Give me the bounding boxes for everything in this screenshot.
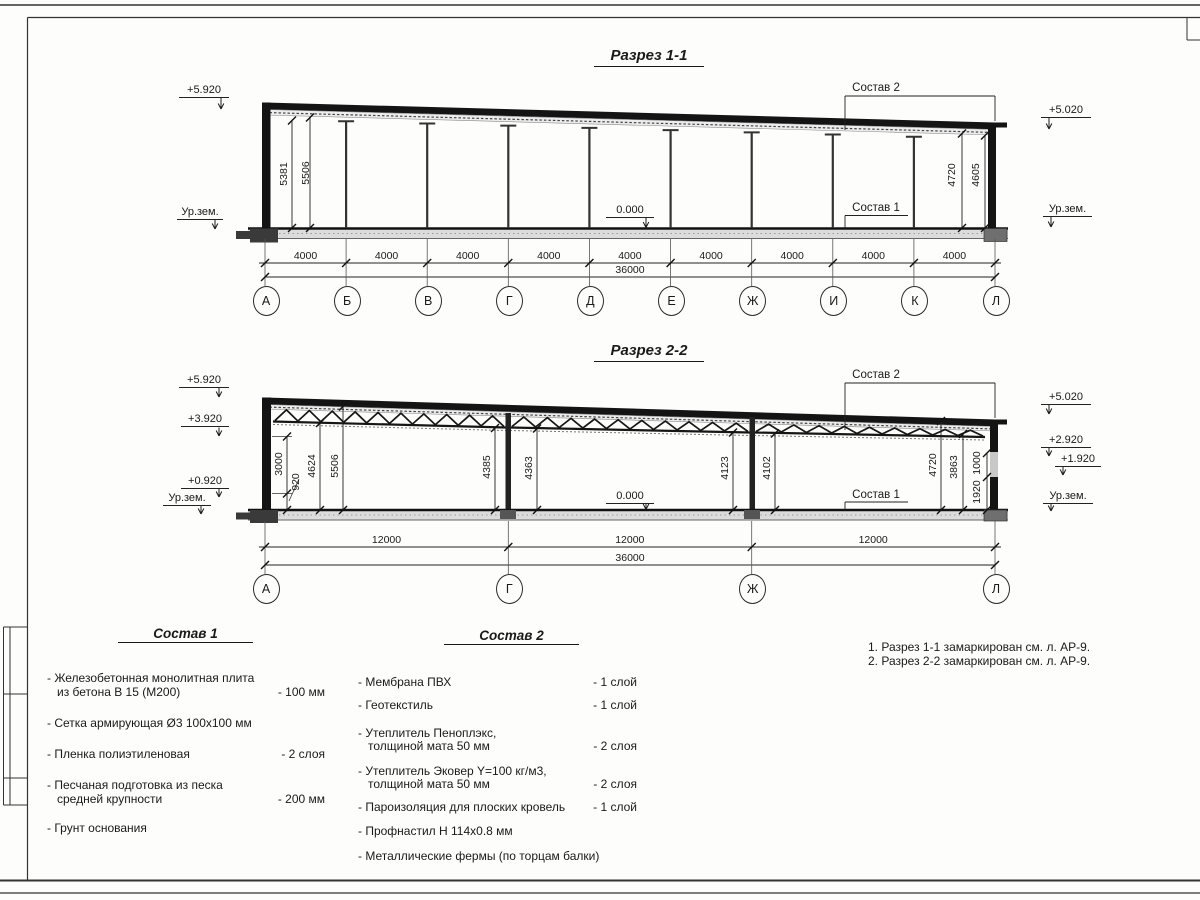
axis-bubble: Л [983, 286, 1010, 316]
dimension-label: 5506 [329, 454, 341, 478]
axis-bubble: К [901, 286, 928, 316]
dimension-label: 4720 [946, 163, 958, 187]
sostav2-callout: Состав 2 [852, 82, 900, 94]
dimension-label: 3000 [273, 452, 285, 476]
dimension-label: 5381 [278, 162, 290, 186]
elevation-mark: +1.920 [1055, 453, 1101, 467]
layer-value: - 200 мм [277, 792, 325, 806]
axis-bubble: Г [496, 286, 523, 316]
zero-level-mark: 0.000 [606, 204, 654, 218]
layer-item: - Пленка полиэтиленовая [47, 747, 190, 761]
layer-item: - Мембрана ПВХ [358, 675, 452, 689]
layer-item: - Утеплитель Эковер Y=100 кг/м3, [358, 764, 547, 778]
elevation-mark: +0.920 [181, 475, 229, 489]
layer-item: - Металлические фермы (по торцам балки) [358, 849, 600, 863]
layer-value: - 1 слой [593, 675, 637, 689]
layer-item: - Железобетонная монолитная плита [47, 671, 255, 685]
elevation-mark: +2.920 [1041, 434, 1091, 448]
dimension-label: 5506 [300, 161, 312, 185]
axis-bubble: Л [983, 574, 1010, 604]
axis-bubble: Б [334, 286, 361, 316]
dimension-label: 1920 [971, 480, 983, 504]
dimension-label: 920 [290, 473, 302, 491]
dimension-label: 4000 [699, 249, 723, 262]
dimension-label: 4605 [970, 163, 982, 187]
sostav2-callout: Состав 2 [852, 369, 900, 381]
elevation-mark: +5.020 [1041, 391, 1091, 405]
dimension-label: 12000 [371, 533, 402, 546]
layer-value: - 2 слоя [281, 747, 325, 761]
layer-item: - Песчаная подготовка из песка [47, 778, 223, 792]
ground-level-mark: Ур.зем. [1043, 203, 1092, 217]
dimension-label: 12000 [858, 533, 888, 546]
ground-level-mark: Ур.зем. [1043, 490, 1093, 504]
axis-bubble: В [415, 286, 442, 316]
dimension-label: 4000 [942, 249, 967, 262]
dimension-label: 4000 [780, 249, 804, 262]
layer-value: - 100 мм [277, 685, 325, 699]
note-line: 1. Разрез 1-1 замаркирован см. л. АР-9. [868, 640, 1091, 654]
layer-item: - Сетка армирующая Ø3 100x100 мм [47, 716, 252, 730]
dimension-label: 4000 [456, 249, 480, 262]
axis-bubble: Д [577, 286, 604, 316]
layer-value: - 2 слоя [593, 777, 637, 791]
elevation-mark: +5.920 [179, 374, 229, 388]
dimension-label: 12000 [615, 533, 645, 546]
dimension-label: 4000 [374, 249, 399, 262]
dimension-label: 1000 [971, 451, 983, 475]
dimension-label: 4123 [719, 456, 731, 480]
dimension-label: 4000 [537, 249, 561, 262]
layer-item: из бетона В 15 (М200) [57, 685, 181, 699]
axis-bubble: А [253, 574, 280, 604]
dimension-label: 4385 [481, 455, 493, 479]
layer-item: - Грунт основания [47, 821, 147, 835]
dimension-label: 4102 [761, 456, 773, 480]
layer-item: - Пароизоляция для плоских кровель [358, 800, 566, 814]
sostav1-heading: Состав 1 [118, 626, 253, 643]
dimension-label: 3863 [948, 455, 960, 479]
zero-level-mark: 0.000 [606, 490, 654, 504]
dimension-label: 4624 [306, 454, 318, 478]
axis-bubble: Ж [739, 286, 766, 316]
note-line: 2. Разрез 2-2 замаркирован см. л. АР-9. [868, 654, 1091, 668]
sostav1-callout: Состав 1 [852, 202, 900, 214]
dimension-label: 4000 [293, 249, 318, 262]
layer-item: - Профнастил Н 114x0.8 мм [358, 824, 513, 838]
dimension-label: 36000 [615, 264, 645, 276]
sostav1-callout: Состав 1 [852, 489, 900, 501]
axis-bubble: Е [658, 286, 685, 316]
layer-item: толщиной мата 50 мм [368, 777, 490, 791]
axis-bubble: Г [496, 574, 523, 604]
layer-value: - 2 слоя [593, 739, 637, 753]
dimension-label: 4720 [927, 453, 939, 477]
section2-title: Разрез 2-2 [594, 342, 704, 362]
layer-value: - 1 слой [593, 698, 637, 712]
layer-item: - Геотекстиль [358, 698, 433, 712]
dimension-label: 4000 [861, 249, 885, 262]
axis-bubble: А [253, 286, 280, 316]
layer-item: толщиной мата 50 мм [368, 739, 490, 753]
elevation-mark: +3.920 [181, 413, 229, 427]
layer-item: средней крупности [57, 792, 163, 806]
section1-title: Разрез 1-1 [594, 47, 704, 67]
sostav2-heading: Состав 2 [444, 628, 579, 645]
ground-level-mark: Ур.зем. [177, 206, 223, 220]
dimension-label: 36000 [615, 552, 645, 564]
elevation-mark: +5.920 [179, 84, 229, 98]
dimension-label: 4000 [618, 249, 642, 262]
layer-item: - Утеплитель Пеноплэкс, [358, 726, 497, 740]
ground-level-mark: Ур.зем. [163, 492, 211, 506]
layer-value: - 1 слой [593, 800, 637, 814]
elevation-mark: +5.020 [1041, 104, 1091, 118]
dimension-label: 4363 [523, 456, 535, 480]
axis-bubble: Ж [739, 574, 766, 604]
axis-bubble: И [820, 286, 847, 316]
